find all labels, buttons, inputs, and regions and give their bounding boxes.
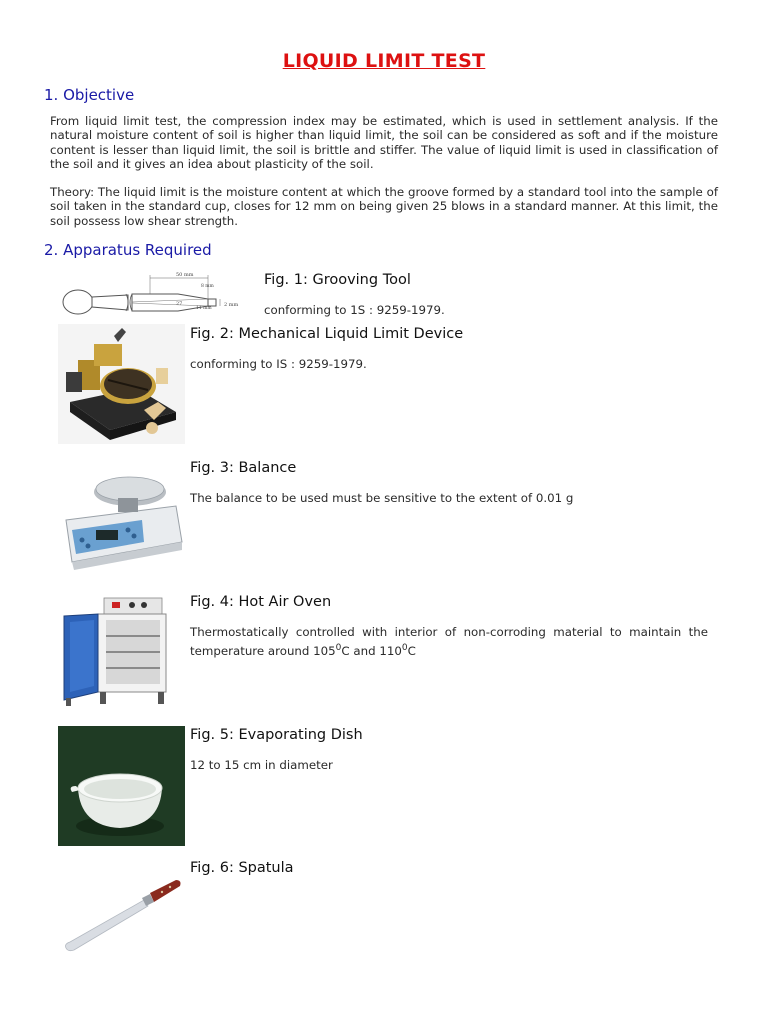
fig1-title: Fig. 1: Grooving Tool [264,272,411,288]
page-title: LIQUID LIMIT TEST [282,50,486,72]
fig2-title: Fig. 2: Mechanical Liquid Limit Device [190,326,464,342]
degree-sup-1: 0 [335,643,342,653]
evaporating-dish-image [58,726,185,846]
fig4-title: Fig. 4: Hot Air Oven [190,594,332,610]
spatula-image [58,860,185,978]
dim-11mm: 11 mm [196,306,212,311]
fig4-text-c: C [407,643,416,658]
fig5-text: 12 to 15 cm in diameter [190,758,333,772]
dim-8mm: 8 mm [201,284,214,289]
grooving-tool-image [58,266,263,320]
fig4-text-b: C and 110 [341,643,402,658]
theory-paragraph: Theory: The liquid limit is the moisture content at which the groove formed by a standard tool into the sample of soil taken in the standard cup, closes for 12 mm on being given 25 blows in a standard manner. At this limit, the soil possess low shear strength. [50,185,718,228]
fig3-title: Fig. 3: Balance [190,460,297,476]
fig3-text: The balance to be used must be sensitive to the extent of 0.01 g [190,491,574,505]
balance-image [58,458,185,576]
dim-50mm: 50 mm [176,272,194,278]
degree-sup-2: 0 [401,643,408,653]
fig4-text [190,624,708,659]
fig5-title: Fig. 5: Evaporating Dish [190,727,363,743]
objective-paragraph: From liquid limit test, the compression index may be estimated, which is used in settlement analysis. If the natural moisture content of soil is higher than liquid limit, the soil can be considered as soft and if the moisture content is lesser than liquid limit, the soil is brittle and stiffer. The value of liquid limit is used in classification of the soil and it gives an idea about plasticity of the soil. [50,114,718,172]
apparatus-heading: 2. Apparatus Required [44,241,212,259]
objective-heading: 1. Objective [44,86,135,104]
fig2-text: conforming to IS : 9259-1979. [190,357,367,371]
fig1-text: conforming to 1S : 9259-1979. [264,303,445,317]
dim-27: 27 [176,301,183,307]
fig4-text-a: Thermostatically controlled with interior of non-corroding material to maintain the temperature around 105 [190,625,708,658]
hot-air-oven-image [58,592,185,710]
fig6-title: Fig. 6: Spatula [190,860,294,876]
liquid-limit-device-image [58,324,185,444]
dim-2mm: 2 mm [224,302,239,308]
grooving-tool-diagram [58,266,263,320]
